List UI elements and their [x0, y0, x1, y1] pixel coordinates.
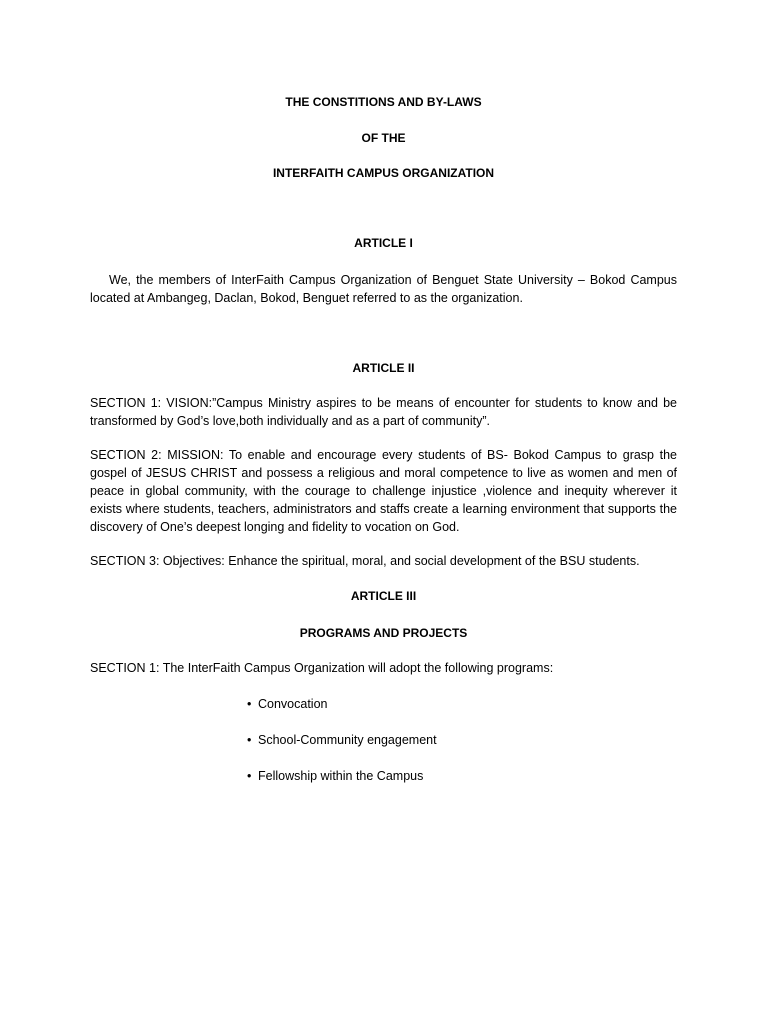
article-2-section-3-objectives: SECTION 3: Objectives: Enhance the spiritual, moral, and social development of the BSU students.	[90, 554, 640, 568]
program-label: Fellowship within the Campus	[258, 769, 424, 783]
program-label: School-Community engagement	[258, 733, 437, 747]
bullet-icon: •	[247, 769, 252, 783]
document-title: THE CONSTITIONS AND BY-LAWS	[285, 95, 482, 109]
article-1-heading: ARTICLE I	[354, 236, 413, 250]
article-3-subheading: PROGRAMS AND PROJECTS	[299, 626, 468, 640]
list-item	[247, 695, 437, 731]
article-2-section-1-vision: SECTION 1: VISION:”Campus Ministry aspires to be means of encounter for students to know and be transformed by God’s love,both individually and as a part of community”.	[90, 396, 677, 428]
article-2-heading: ARTICLE II	[352, 361, 415, 375]
article-3-heading: ARTICLE III	[350, 589, 417, 603]
programs-list	[247, 695, 437, 803]
document-title-of-the: OF THE	[361, 131, 406, 145]
article-2-section-2-mission: SECTION 2: MISSION: To enable and encourage every students of BS- Bokod Campus to grasp the gospel of JESUS CHRIST and possess a religious and moral competence to live as women and men of peace in global community, with the courage to challenge injustice ,violence and inequity wherever it exists where students, teachers, administrators and staffs create a learning environment that supports the discovery of One’s deepest longing and fidelity to vocation on God.	[90, 448, 677, 534]
bullet-icon: •	[247, 733, 252, 747]
list-item	[247, 767, 437, 803]
bullet-icon: •	[247, 697, 252, 711]
organization-name: INTERFAITH CAMPUS ORGANIZATION	[272, 166, 495, 180]
program-label: Convocation	[258, 697, 328, 711]
article-1-text: We, the members of InterFaith Campus Organization of Benguet State University – Bokod Campus located at Ambangeg, Daclan, Bokod, Benguet referred to as the organization.	[90, 273, 677, 305]
article-3-section-1: SECTION 1: The InterFaith Campus Organization will adopt the following programs:	[90, 661, 554, 675]
list-item	[247, 731, 437, 767]
